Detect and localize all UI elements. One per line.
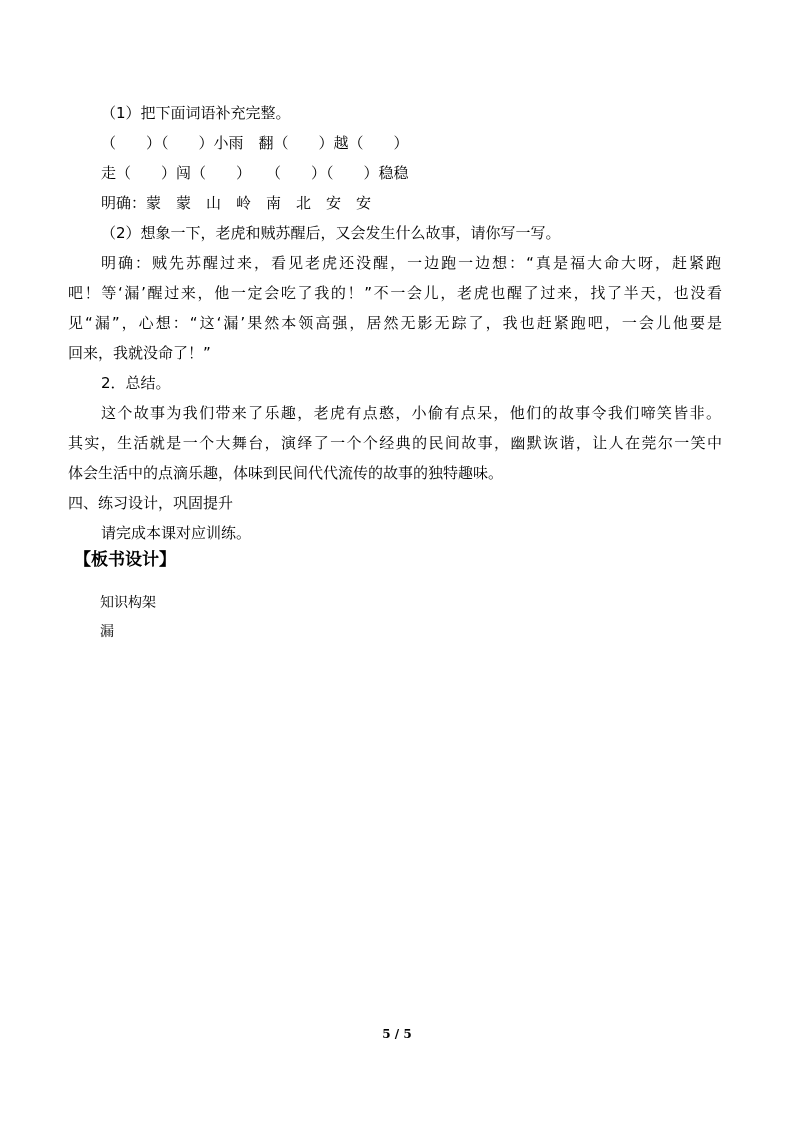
board-item-lou: 漏 xyxy=(100,624,114,640)
answer-2-line-1: 明确：贼先苏醒过来，看见老虎还没醒，一边跑一边想：“真是福大命大呀，赶紧跑 xyxy=(101,254,721,272)
answer-2-line-3: 见“漏”，心想：“这‘漏’果然本领高强，居然无影无踪了，我也赶紧跑吧，一会儿他要是 xyxy=(68,314,722,332)
exercise-instruction: 请完成本课对应训练。 xyxy=(101,524,252,542)
summary-line-2: 其实，生活就是一个大舞台，演绎了一个个经典的民间故事，幽默诙谐，让人在莞尔一笑中 xyxy=(68,434,722,452)
summary-heading: 2．总结。 xyxy=(101,374,171,392)
section-4-heading: 四、练习设计，巩固提升 xyxy=(68,494,234,512)
answer-1-text: 明确：蒙 蒙 山 岭 南 北 安 安 xyxy=(101,194,372,212)
question-2-text: （2）想象一下，老虎和贼苏醒后，又会发生什么故事，请你写一写。 xyxy=(101,224,561,242)
fill-blank-row-1: （ ）（ ）小雨 翻（ ）越（ ） xyxy=(101,134,409,152)
question-1-text: （1）把下面词语补充完整。 xyxy=(101,104,291,122)
summary-line-1: 这个故事为我们带来了乐趣，老虎有点憨，小偷有点呆，他们的故事令我们啼笑皆非。 xyxy=(101,404,721,422)
board-design-heading: 【板书设计】 xyxy=(74,550,176,570)
answer-2-line-4: 回来，我就没命了！” xyxy=(68,344,211,362)
knowledge-framework-label: 知识构架 xyxy=(100,595,156,611)
page-number: 5 / 5 xyxy=(382,1027,412,1041)
answer-2-line-2: 吧！等‘漏’醒过来，他一定会吃了我的！”不一会儿，老虎也醒了过来，找了半天，也没看 xyxy=(68,284,722,302)
summary-line-3: 体会生活中的点滴乐趣，体味到民间代代流传的故事的独特趣味。 xyxy=(68,464,504,482)
fill-blank-row-2: 走（ ）闯（ ） （ ）（ ）稳稳 xyxy=(101,164,409,182)
